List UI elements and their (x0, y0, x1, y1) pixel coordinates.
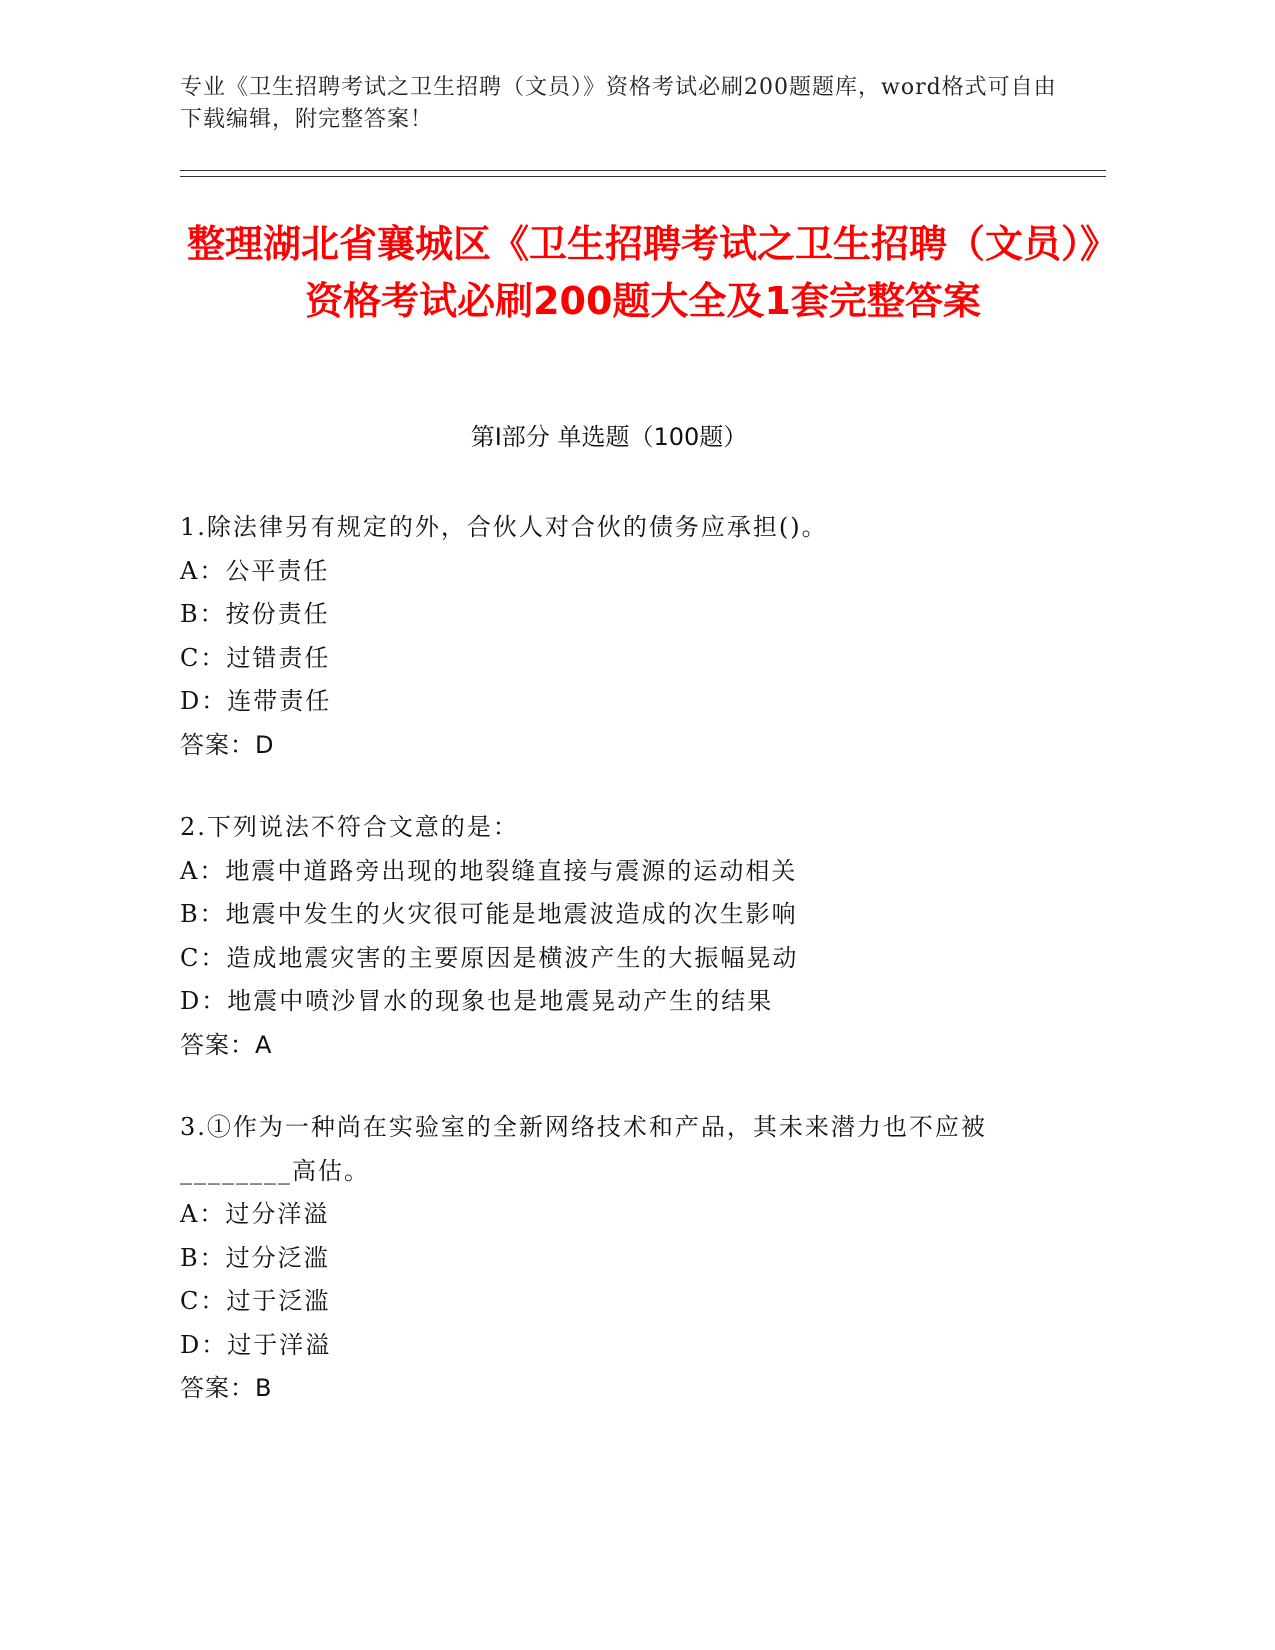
option-a: A：过分洋溢 (180, 1200, 330, 1228)
option-a: A：地震中道路旁出现的地裂缝直接与震源的运动相关 (180, 856, 798, 885)
option-c: C：造成地震灾害的主要原因是横波产生的大振幅晃动 (180, 943, 799, 972)
question-list (180, 506, 1040, 1450)
option-b: B：按份责任 (180, 600, 330, 628)
option-c: C：过于泛滥 (180, 1287, 331, 1315)
question-3 (180, 1106, 1040, 1411)
option-d: D：连带责任 (180, 687, 332, 715)
section-title: 第I部分 单选题（100题） (470, 423, 748, 451)
question-1 (180, 506, 1040, 767)
option-d: D：过于洋溢 (180, 1330, 332, 1359)
option-b: B：过分泛滥 (180, 1243, 330, 1272)
answer: 答案：B (180, 1374, 273, 1402)
option-d: D：地震中喷沙冒水的现象也是地震晃动产生的结果 (180, 987, 774, 1015)
option-a: A：公平责任 (180, 556, 330, 585)
answer: 答案：A (180, 1030, 273, 1059)
question-text: 2.下列说法不符合文意的是： (180, 813, 519, 841)
option-b: B：地震中发生的火灾很可能是地震波造成的次生影响 (180, 900, 798, 928)
question-text: 3.①作为一种尚在实验室的全新网络技术和产品，其未来潜力也不应被________高估。 (180, 1113, 987, 1185)
header-rule-top (180, 170, 1106, 171)
question-2 (180, 806, 1040, 1067)
answer: 答案：D (180, 730, 275, 759)
document-title: 整理湖北省襄城区《卫生招聘考试之卫生招聘（文员）》资格考试必刷200题大全及1套完整答案 (186, 222, 1099, 323)
header-note: 专业《卫生招聘考试之卫生招聘（文员）》资格考试必刷200题题库，word格式可自由下载编辑，附完整答案！ (180, 75, 1057, 132)
question-text: 1.除法律另有规定的外，合伙人对合伙的债务应承担()。 (180, 513, 828, 541)
option-c: C：过错责任 (180, 643, 331, 672)
header-rule-bottom (180, 176, 1106, 177)
